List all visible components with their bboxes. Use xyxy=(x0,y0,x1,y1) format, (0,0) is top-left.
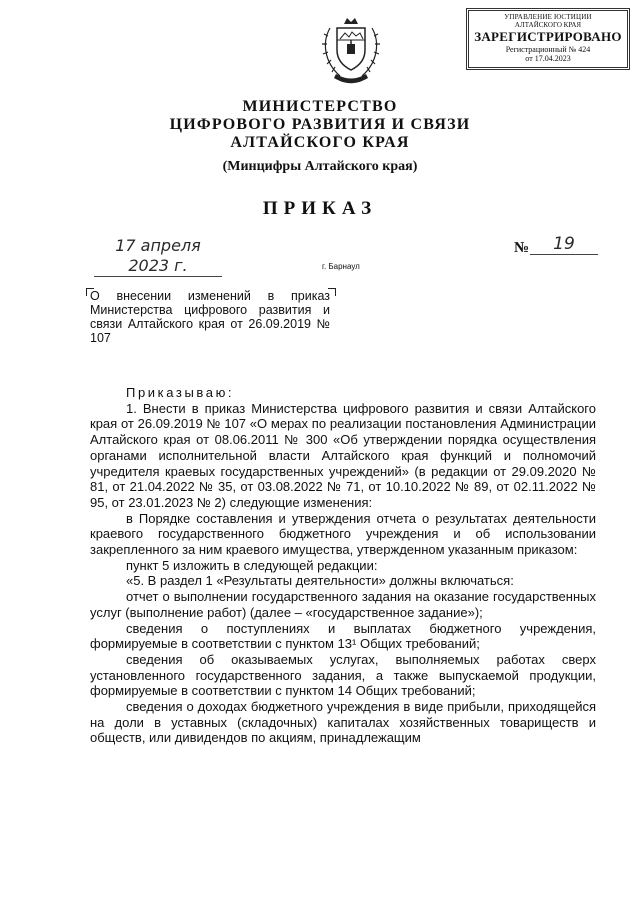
stamp-reg-number: Регистрационный № 424 xyxy=(505,45,591,54)
paragraph-7: сведения об оказываемых услугах, выполняемых работах сверх установленного государственного задания, а также выпускаемой продукции, формируемые в соответствии с пунктом 14 Общих требований; xyxy=(90,651,596,699)
registration-stamp xyxy=(466,8,630,70)
paragraph-2: в Порядке составления и утверждения отчета о результатах деятельности краевого государственного бюджетного учреждения и об использовании закрепленного за ним краевого имущества, утвержденном указанным приказом: xyxy=(90,510,596,558)
order-subject: О внесении изменений в приказ Министерства цифрового развития и связи Алтайского края от 26.09.2019 № 107 xyxy=(90,289,330,345)
paragraph-4: «5. В раздел 1 «Результаты деятельности» должны включаться: xyxy=(126,573,514,589)
stamp-authority-line2: АЛТАЙСКОГО КРАЯ xyxy=(514,21,582,29)
stamp-title: ЗАРЕГИСТРИРОВАНО xyxy=(474,29,622,44)
handwritten-date: 17 апреля 2023 г. xyxy=(94,236,222,277)
stamp-reg-date: от 17.04.2023 xyxy=(525,54,571,63)
paragraph-8: сведения о доходах бюджетного учреждения в виде прибыли, приходящейся на доли в уставных (складочных) капиталах хозяйственных товариществ и обществ, или дивидендов по акциям, принадлежащим xyxy=(90,699,596,746)
coat-of-arms-icon xyxy=(320,10,382,86)
paragraph-5: отчет о выполнении государственного задания на оказание государственных услуг (выполнение работ) (далее – «государственное задание»); xyxy=(90,589,596,620)
number-label: № xyxy=(514,240,530,256)
city-label: г. Барнаул xyxy=(322,262,360,271)
stamp-authority-line1: УПРАВЛЕНИЕ ЮСТИЦИИ xyxy=(504,13,592,21)
paragraph-3: пункт 5 изложить в следующей редакции: xyxy=(126,557,378,573)
order-body xyxy=(90,385,596,746)
ministry-abbreviation: (Минцифры Алтайского края) xyxy=(222,159,418,174)
paragraph-1: 1. Внести в приказ Министерства цифрового развития и связи Алтайского края от 26.09.2019 № 107 «О мерах по реализации постановления Администрации Алтайского края от 08.06.2011 № 300 «Об утверждении порядка осуществления органами исполнительной власти Алтайского края функций и полномочий учредителя краевых государственных учреждений» (в редакции от 29.09.2020 № 81, от 21.04.2022 № 35, от 03.08.2022 № 71, от 10.10.2022 № 89, от 02.11.2022 № 95, от 23.01.2023 № 2) следующие изменения: xyxy=(90,400,596,510)
ministry-name-line1: МИНИСТЕРСТВО xyxy=(242,98,398,115)
document-type-title: ПРИКАЗ xyxy=(262,198,378,219)
handwritten-number: 19 xyxy=(530,234,598,255)
paragraph-6: сведения о поступлениях и выплатах бюджетного учреждения, формируемые в соответствии с пунктом 13¹ Общих требований; xyxy=(90,620,596,652)
ministry-name-line3: АЛТАЙСКОГО КРАЯ xyxy=(230,134,410,151)
ministry-name-line2: ЦИФРОВОГО РАЗВИТИЯ И СВЯЗИ xyxy=(169,116,471,133)
order-directive-word: Приказываю: xyxy=(126,385,235,400)
